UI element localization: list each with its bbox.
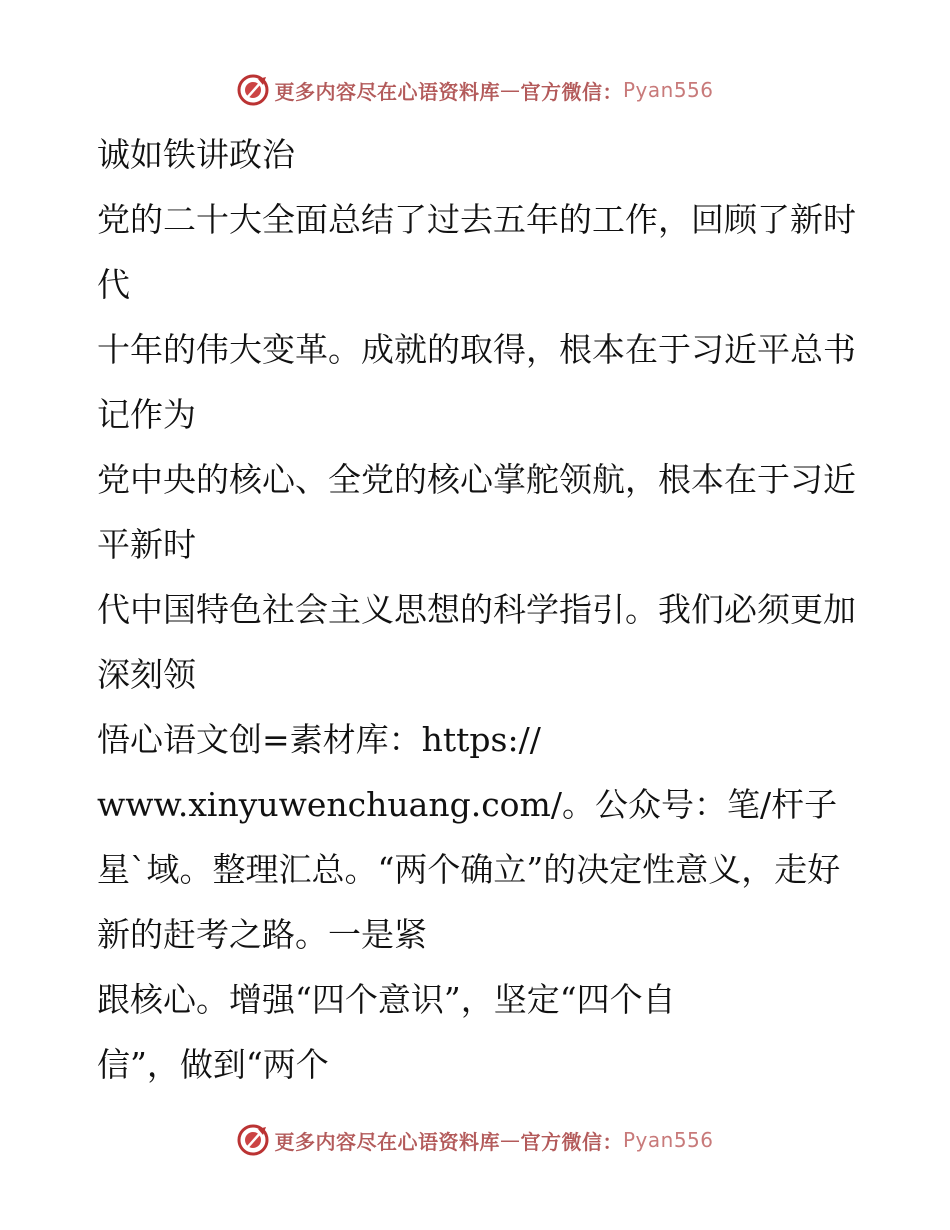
paragraph-5: 代中国特色社会主义思想的科学指引。我们必须更加深刻领: [97, 590, 856, 694]
paragraph-4: 党中央的核心、全党的核心掌舵领航，根本在于习近平新时: [97, 460, 856, 564]
banner-account: Pyan556: [622, 78, 714, 102]
banner-dash: —: [499, 78, 521, 102]
brand-logo-icon: [236, 73, 270, 107]
footer-watermark-banner: [0, 1120, 950, 1160]
paragraph-2: 党的二十大全面总结了过去五年的工作，回顾了新时代: [97, 200, 856, 304]
paragraph-3: 十年的伟大变革。成就的取得，根本在于习近平总书记作为: [97, 330, 856, 434]
paragraph-9: 信”，做到“两个: [97, 1045, 329, 1084]
banner-main-text: 更多内容尽在心语资料库: [274, 79, 500, 104]
banner-contact-label: 官方微信：: [520, 79, 623, 104]
banner-contact-label: 官方微信：: [520, 1129, 623, 1154]
document-body: [97, 122, 857, 1097]
paragraph-6: 悟心语文创=素材库：https://: [97, 720, 541, 759]
paragraph-7: www.xinyuwenchuang.com/。公众号：笔/杆子星`域。整理汇总。“两个确立”的决定性意义，走好新的赶考之路。一是紧: [97, 785, 841, 954]
brand-logo-icon: [236, 1123, 270, 1157]
banner-dash: —: [499, 1128, 521, 1152]
header-watermark-banner: [0, 70, 950, 110]
paragraph-8: 跟核心。增强“四个意识”，坚定“四个自: [97, 980, 676, 1019]
paragraph-1: 诚如铁讲政治: [97, 135, 295, 174]
banner-account: Pyan556: [622, 1128, 714, 1152]
banner-main-text: 更多内容尽在心语资料库: [274, 1129, 500, 1154]
